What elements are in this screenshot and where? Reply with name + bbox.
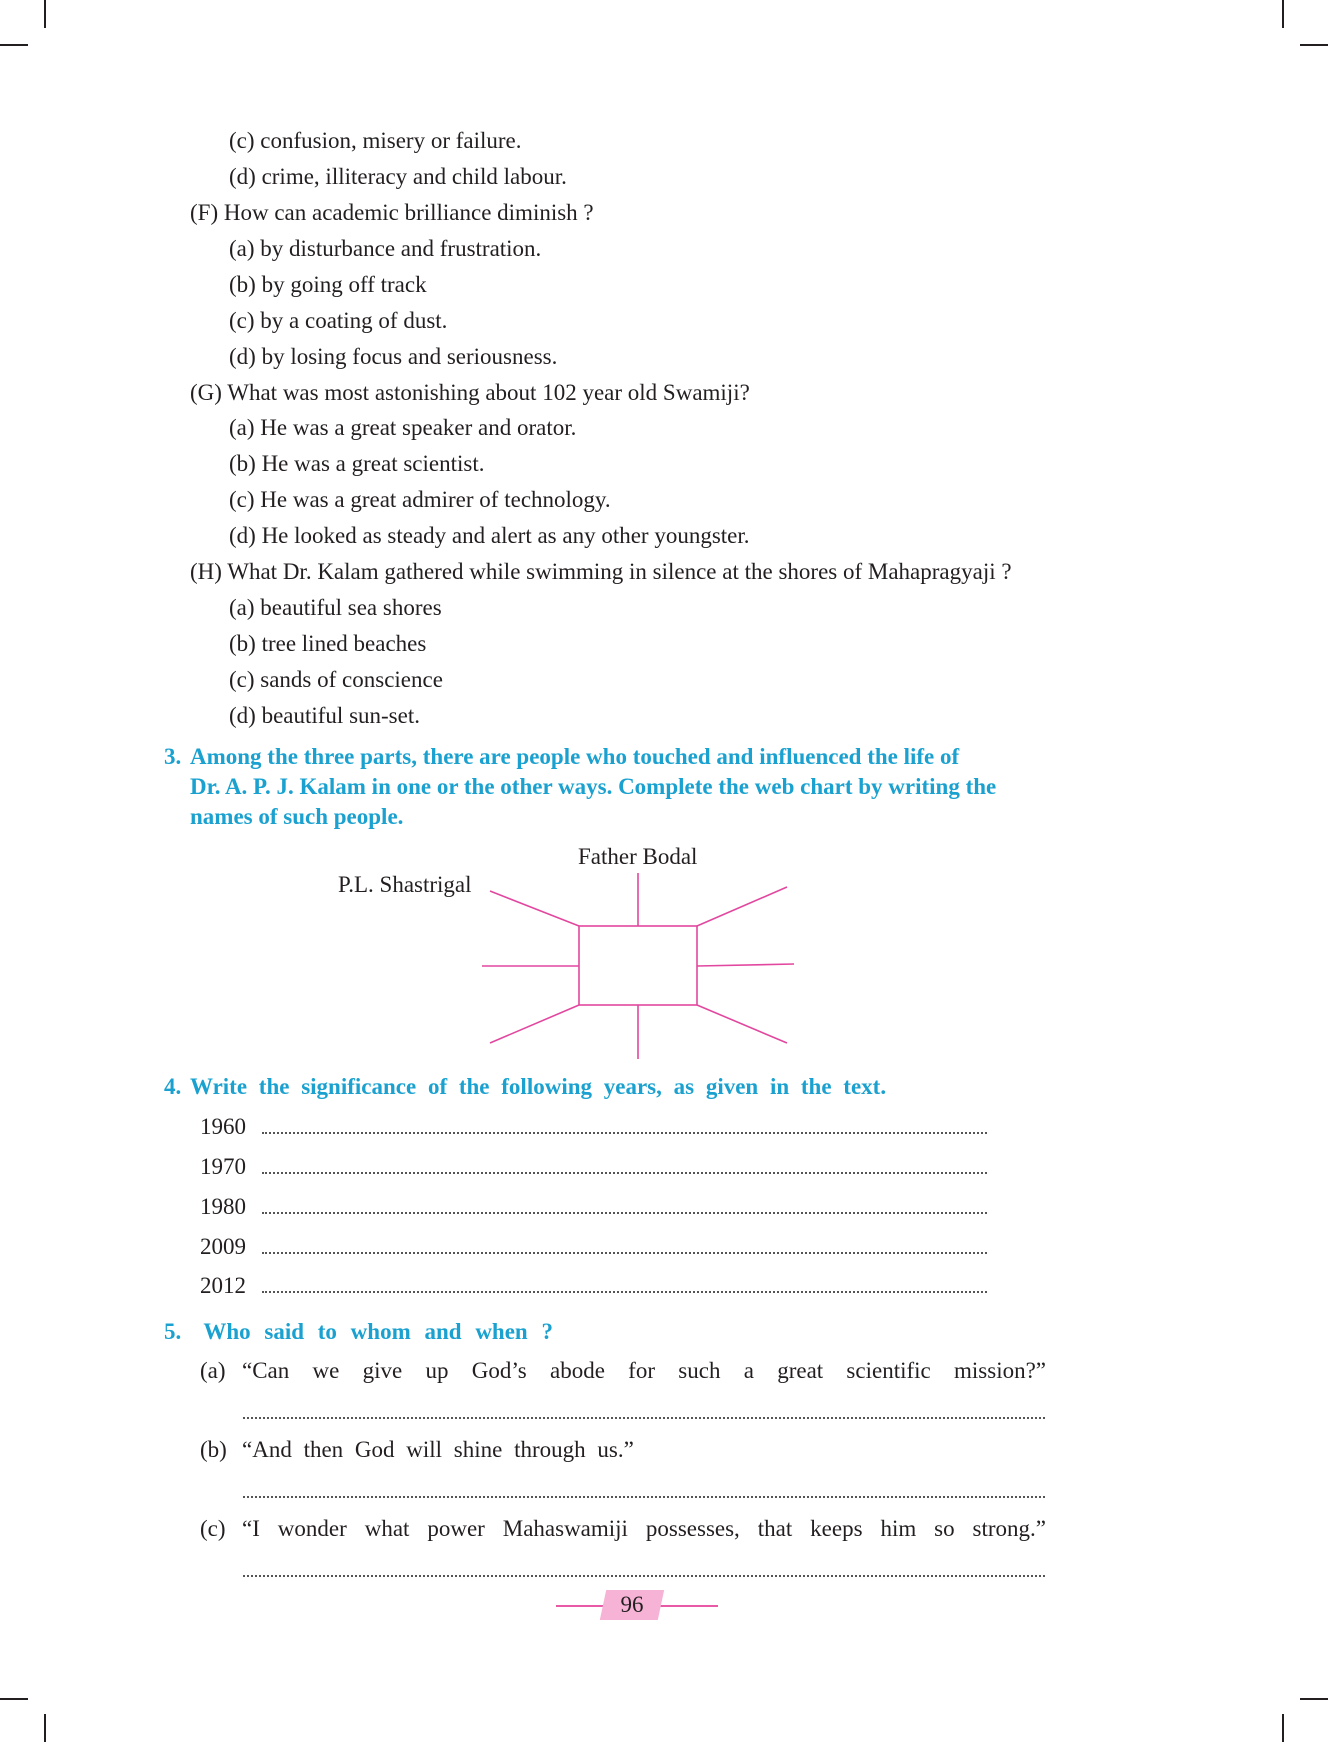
answer-line-c[interactable] — [243, 1575, 1045, 1577]
option-f-c: (c) by a coating of dust. — [229, 308, 448, 333]
year-1970: 1970 — [200, 1154, 246, 1179]
year-1980: 1980 — [200, 1194, 246, 1219]
quote-b — [200, 1436, 1046, 1464]
web-spoke-top-right — [697, 887, 787, 926]
web-label-top-left: P.L. Shastrigal — [338, 872, 472, 897]
web-center-box — [579, 926, 697, 1005]
quote-b-text: “And then God will shine through us.” — [242, 1437, 634, 1462]
q3-line-3: names of such people. — [190, 804, 404, 829]
option-g-c: (c) He was a great admirer of technology. — [229, 487, 611, 512]
option-h-a: (a) beautiful sea shores — [229, 595, 442, 620]
q3-line-1: Among the three parts, there are people who touched and influenced the life of — [190, 744, 960, 769]
answer-line-a[interactable] — [243, 1417, 1045, 1419]
quote-a-text: “Can we give up God’s abode for such a great scientific mission?” — [242, 1358, 1046, 1383]
answer-line-2009[interactable] — [262, 1252, 987, 1254]
answer-line-b[interactable] — [243, 1496, 1045, 1498]
option-g-a: (a) He was a great speaker and orator. — [229, 415, 577, 440]
q3-number: 3. — [164, 744, 182, 769]
option-f-a: (a) by disturbance and frustration. — [229, 236, 542, 261]
quote-b-label: (b) — [200, 1437, 227, 1462]
quote-c — [200, 1515, 1046, 1543]
option-g-d: (d) He looked as steady and alert as any other youngster. — [229, 523, 750, 548]
page-number-badge — [600, 1590, 664, 1620]
q3-line-2: Dr. A. P. J. Kalam in one or the other ways. Complete the web chart by writing the — [190, 774, 997, 799]
year-2009: 2009 — [200, 1234, 246, 1259]
q4-heading — [164, 1072, 886, 1102]
page-number-rule-right — [658, 1605, 718, 1607]
question-g: (G) What was most astonishing about 102 year old Swamiji? — [190, 380, 750, 405]
web-label-top: Father Bodal — [578, 844, 698, 869]
web-spoke-bottom-left — [490, 1005, 579, 1043]
quote-a-label: (a) — [200, 1358, 226, 1383]
option-f-b: (b) by going off track — [229, 272, 427, 297]
question-f: (F) How can academic brilliance diminish ? — [190, 200, 594, 225]
answer-line-1980[interactable] — [262, 1212, 987, 1214]
quote-a — [200, 1357, 1046, 1385]
web-spoke-bottom-right — [697, 1005, 787, 1043]
q5-heading — [164, 1317, 553, 1347]
option-f-d: (d) by losing focus and seriousness. — [229, 344, 558, 369]
option-h-d: (d) beautiful sun-set. — [229, 703, 420, 728]
option-h-b: (b) tree lined beaches — [229, 631, 427, 656]
q5-text: Who said to whom and when ? — [203, 1319, 553, 1344]
year-1960: 1960 — [200, 1114, 246, 1139]
option-g-b: (b) He was a great scientist. — [229, 451, 485, 476]
q5-number: 5. — [164, 1319, 182, 1344]
answer-line-1960[interactable] — [262, 1132, 987, 1134]
page-number-rule-left — [556, 1605, 606, 1607]
option-e-c: (c) confusion, misery or failure. — [229, 128, 522, 153]
web-spoke-top-left — [490, 891, 579, 926]
year-2012: 2012 — [200, 1273, 246, 1298]
quote-c-label: (c) — [200, 1516, 226, 1541]
page-number: 96 — [620, 1592, 644, 1617]
quote-c-text: “I wonder what power Mahaswamiji possesses, that keeps him so strong.” — [242, 1516, 1046, 1541]
option-e-d: (d) crime, illiteracy and child labour. — [229, 164, 567, 189]
q4-number: 4. — [164, 1074, 182, 1099]
web-spoke-right — [697, 964, 794, 966]
answer-line-1970[interactable] — [262, 1172, 987, 1174]
answer-line-2012[interactable] — [262, 1291, 987, 1293]
option-h-c: (c) sands of conscience — [229, 667, 443, 692]
question-h: (H) What Dr. Kalam gathered while swimming in silence at the shores of Mahapragyaji ? — [190, 559, 1012, 584]
q4-text: Write the significance of the following years, as given in the text. — [190, 1074, 887, 1099]
